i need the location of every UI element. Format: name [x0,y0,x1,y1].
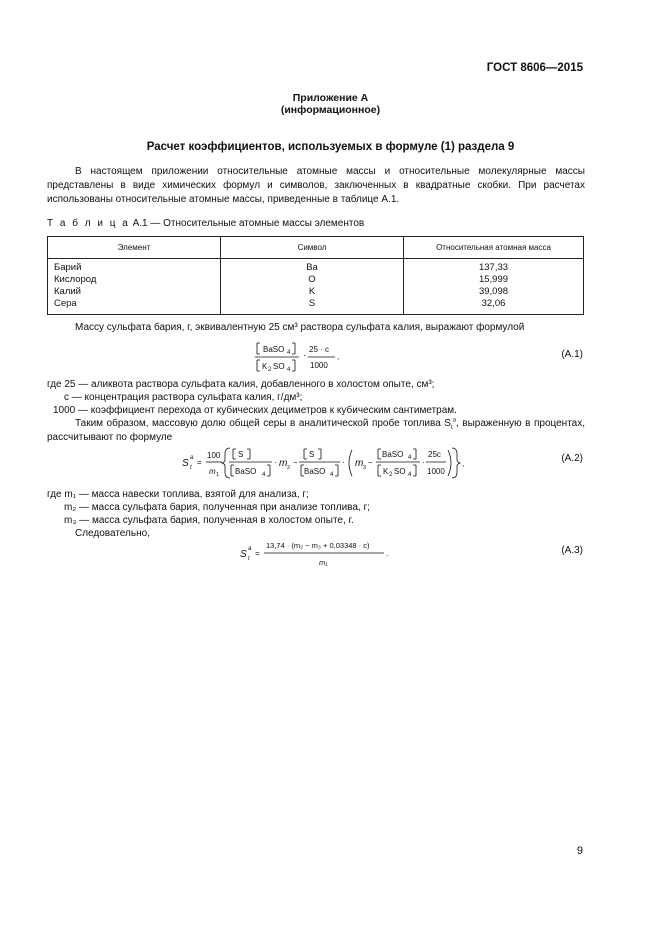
svg-text:·: · [303,350,306,360]
table-cell: 15,999 [404,274,584,286]
table-header-row [48,237,584,259]
eq2-k2so4-k: K [383,467,389,476]
eq1-coef-den: 1000 [310,361,328,370]
text-mass-fraction: Таким образом, массовую долю общей серы в аналитической пробе топлива $S_t^a$, выраженную в процентах, рассчитывают по формуле [47,415,586,443]
document-code: ГОСТ 8606—2015 [486,62,583,74]
eq2-m3-sub: 3 [363,465,367,471]
table-cell: 137,33 [404,259,584,275]
table-header: Элемент [48,237,221,259]
table-cell: Калий [48,286,221,298]
eq2-1000: 1000 [427,467,445,476]
svg-text:a: a [248,546,252,552]
intro-paragraph [47,165,585,207]
table-caption-text: — Относительные атомные массы элементов [150,218,365,229]
equation-a3 [238,538,398,570]
eq3-numerator: 13,74 · (m₂ − m₃ + 0,03348 · c) [266,541,370,550]
text-consequently: Следовательно, [75,528,150,539]
svg-text:BaSO: BaSO [382,450,404,459]
table-cell: K [221,286,404,298]
equation-a2-label: (А.2) [561,453,583,464]
atomic-mass-table [47,236,584,315]
table-caption-prefix: Т а б л и ц а [47,218,130,229]
eq2-100: 100 [207,451,221,460]
eq1-den-sub1: 2 [268,367,272,373]
eq3-denominator: m₁ [319,558,328,567]
svg-text:t: t [190,465,192,471]
eq1-num: BaSO [263,345,285,354]
svg-text:2: 2 [389,472,393,478]
svg-text:=: = [255,549,260,558]
table-header: Относительная атомная масса [404,237,584,259]
svg-text:4: 4 [330,472,334,478]
table-caption-number: А.1 [132,218,148,229]
eq1-num-sub: 4 [287,350,291,356]
table-row [48,298,584,315]
eq2-s: S [182,458,189,469]
table-cell: O [221,274,404,286]
equation-a1 [255,340,365,374]
eq1-coef-num: 25 · c [309,345,330,354]
table-cell: Сера [48,298,221,315]
table-row [48,274,584,286]
table-cell: Кислород [48,274,221,286]
table-cell: 39,098 [404,286,584,298]
table-cell: S [221,298,404,315]
where-1000: 1000 — коэффициент перехода от кубических дециметров к кубическим сантиметрам. [53,405,457,416]
svg-text:BaSO: BaSO [304,467,326,476]
table-cell: 32,06 [404,298,584,315]
svg-text:,: , [337,352,340,361]
table-row [48,286,584,298]
svg-text:·: · [342,458,345,467]
equation-a1-label: (А.1) [561,349,583,360]
svg-text:−: − [293,458,298,467]
section-title: Расчет коэффициентов, используемых в формуле (1) раздела 9 [146,141,515,153]
eq1-den-so: SO [273,362,285,371]
table-cell: Барий [48,259,221,275]
appendix-subtitle: (информационное) [280,104,381,116]
svg-text:a: a [190,455,194,461]
svg-text:S: S [309,450,315,459]
table-cell: Ba [221,259,404,275]
table-row [48,259,584,275]
eq1-den-sub2: 4 [287,367,291,373]
eq2-m2: m [279,458,288,469]
svg-text:·: · [274,458,277,467]
page-number: 9 [576,845,583,857]
table-caption [47,218,364,229]
eq2-m1-sub: 1 [216,472,220,478]
eq2-sub4-a: 4 [262,472,266,478]
eq2-s-bracket: S [238,450,244,459]
eq2-m2-sub: 2 [287,465,291,471]
equation-a2 [180,444,480,482]
svg-text:·: · [422,458,425,467]
appendix-title: Приложение А [292,92,369,104]
where-c: c — концентрация раствора сульфата калия, г/дм³; [64,392,303,403]
svg-text:t: t [248,556,250,562]
text-mass-fraction-a: Таким образом, массовую долю общей серы в аналитической пробе топлива S [75,418,451,429]
eq2-baso-den: BaSO [235,467,257,476]
svg-text:SO: SO [394,467,406,476]
svg-text:−: − [368,458,373,467]
eq2-m3: m [355,458,364,469]
text-mass-fraction-b: , выраженную в процентах, рассчитывают по формуле [47,418,586,443]
svg-text:=: = [197,458,202,467]
where-m2: m₂ — масса сульфата бария, полученная при анализе топлива, г; [64,502,370,513]
where-25: где 25 — аликвота раствора сульфата калия, добавленного в холостом опыте, см³; [47,379,435,390]
eq2-coef: 25c [428,450,441,459]
svg-text:4: 4 [408,455,412,461]
eq1-den-k: K [262,362,268,371]
table-header: Символ [221,237,404,259]
svg-text:.: . [386,549,389,558]
equation-a3-label: (А.3) [561,545,583,556]
intro-text: В настоящем приложении относительные атомные массы и относительные молекулярные массы представлены в виде химических формул и символов, заключенных в квадратные скобки. При расчетах использованы относительные атомные массы, приведенные в таблице А.1. [47,166,585,205]
eq2-m1: m [209,467,216,476]
svg-text:S: S [240,549,247,560]
where-m3: m₃ — масса сульфата бария, полученная в холостом опыте, г. [64,515,354,526]
svg-text:4: 4 [408,472,412,478]
where-m1: где m₁ — масса навески топлива, взятой для анализа, г; [47,489,309,500]
text-barium-sulfate-mass: Массу сульфата бария, г, эквивалентную 25 см³ раствора сульфата калия, выражают формулой [75,322,525,333]
svg-text:,: , [462,459,465,468]
